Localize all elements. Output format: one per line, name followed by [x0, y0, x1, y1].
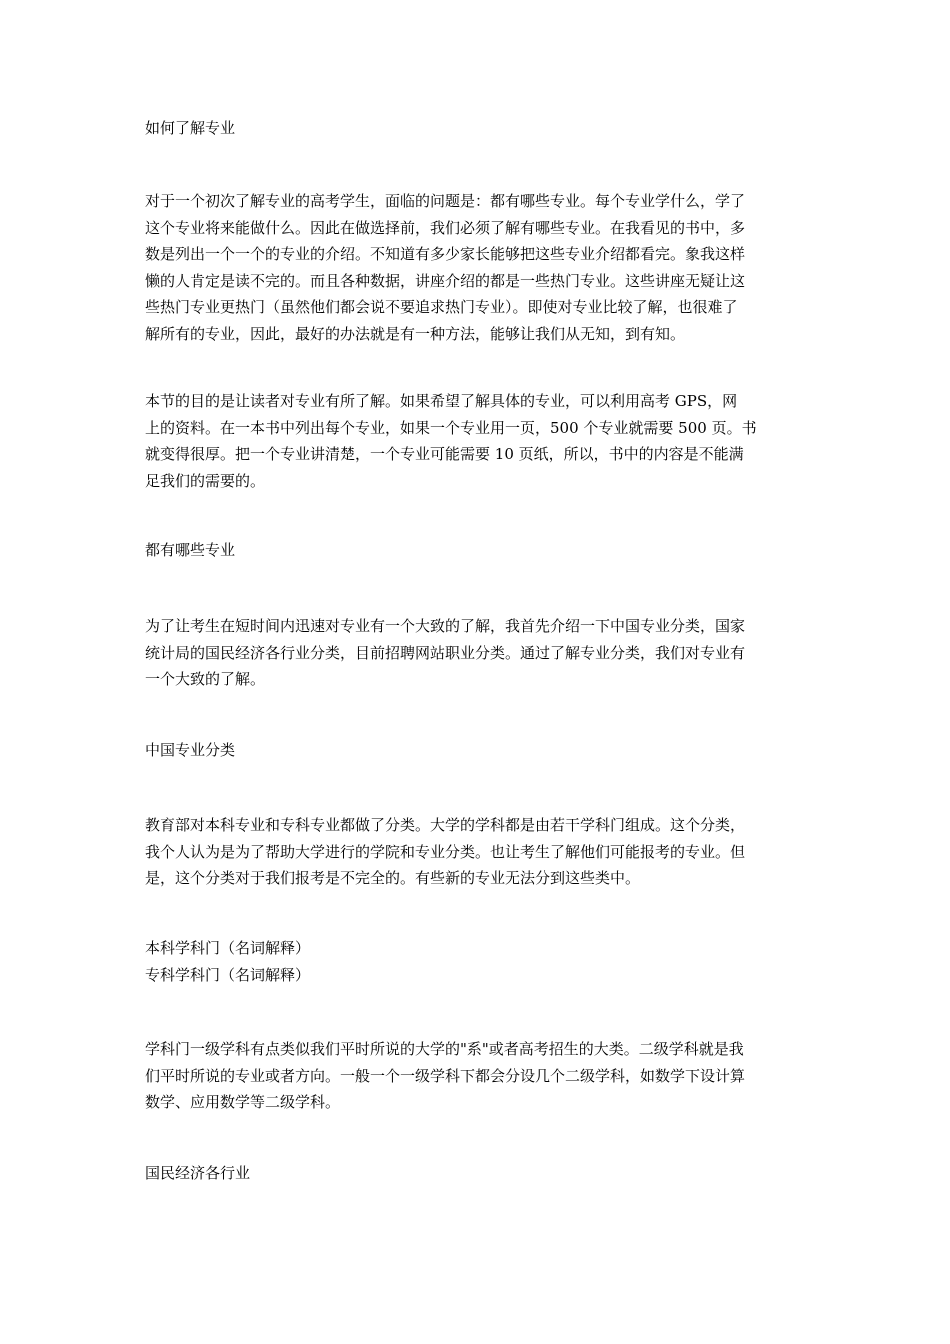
term-item-undergraduate: 本科学科门（名词解释） [145, 939, 311, 957]
text-line: 学科门一级学科有点类似我们平时所说的大学的"系"或者高考招生的大类。二级学科就是我 [145, 1040, 744, 1058]
section-heading-industries: 国民经济各行业 [145, 1164, 251, 1182]
text-line: 就变得很厚。把一个专业讲清楚，一个专业可能需要 10 页纸，所以，书中的内容是不能满 [145, 445, 744, 463]
paragraph-purpose [145, 388, 810, 494]
text-line: 些热门专业更热门（虽然他们都会说不要追求热门专业）。即使对专业比较了解，也很难了 [145, 298, 738, 316]
text-line: 一个大致的了解。 [145, 670, 266, 688]
text-line: 解所有的专业，因此，最好的办法就是有一种方法，能够让我们从无知，到有知。 [145, 324, 686, 343]
section-heading-china-classification: 中国专业分类 [145, 741, 236, 759]
paragraph-overview [145, 613, 810, 693]
paragraph-ministry [145, 812, 810, 892]
term-list [145, 935, 810, 988]
paragraph-intro [145, 188, 810, 347]
text-line: 足我们的需要的。 [145, 471, 266, 490]
section-heading-majors: 都有哪些专业 [145, 541, 236, 559]
text-line: 数是列出一个一个的专业的介绍。不知道有多少家长能够把这些专业介绍都看完。象我这样 [145, 245, 746, 263]
text-line: 我个人认为是为了帮助大学进行的学院和专业分类。也让考生了解他们可能报考的专业。但 [145, 842, 746, 861]
paragraph-disciplines [145, 1036, 810, 1116]
text-line: 们平时所说的专业或者方向。一般一个一级学科下都会分设几个二级学科，如数学下设计算 [145, 1066, 746, 1085]
term-item-vocational: 专科学科门（名词解释） [145, 965, 311, 984]
text-line: 教育部对本科专业和专科专业都做了分类。大学的学科都是由若干学科门组成。这个分类， [145, 816, 746, 834]
text-line: 为了让考生在短时间内迅速对专业有一个大致的了解，我首先介绍一下中国专业分类，国家 [145, 617, 746, 635]
text-line: 上的资料。在一本书中列出每个专业，如果一个专业用一页，500 个专业就需要 500 页。书 [145, 418, 757, 437]
text-line: 是，这个分类对于我们报考是不完全的。有些新的专业无法分到这些类中。 [145, 869, 641, 887]
document-title: 如何了解专业 [145, 119, 236, 137]
text-line: 这个专业将来能做什么。因此在做选择前，我们必须了解有哪些专业。在我看见的书中，多 [145, 218, 746, 237]
text-line: 数学、应用数学等二级学科。 [145, 1093, 341, 1111]
text-line: 懒的人肯定是读不完的。而且各种数据，讲座介绍的都是一些热门专业。这些讲座无疑让这 [145, 271, 746, 290]
text-line: 本节的目的是让读者对专业有所了解。如果希望了解具体的专业，可以利用高考 GPS，网 [145, 392, 738, 410]
text-line: 对于一个初次了解专业的高考学生，面临的问题是：都有哪些专业。每个专业学什么，学了 [145, 192, 746, 210]
text-line: 统计局的国民经济各行业分类，目前招聘网站职业分类。通过了解专业分类，我们对专业有 [145, 643, 746, 662]
